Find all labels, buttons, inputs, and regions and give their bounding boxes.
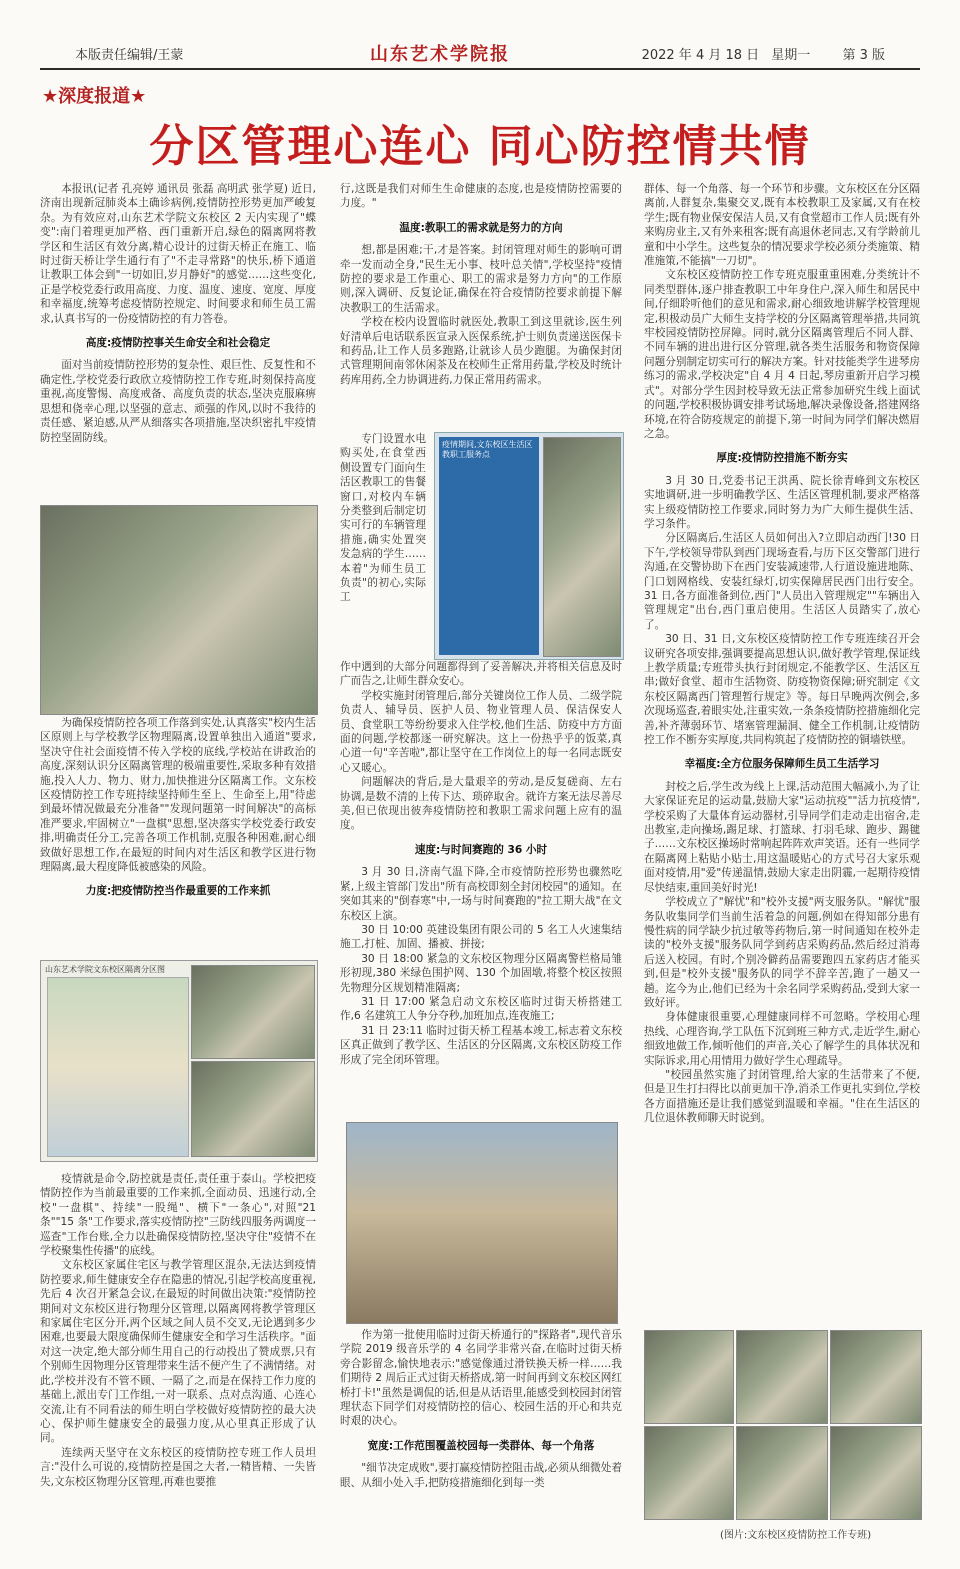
col1-bottom (40, 1172, 316, 1489)
section-tag: ★深度报道★ (42, 86, 147, 107)
campus-map (47, 977, 189, 1157)
photo-sports (644, 1330, 734, 1424)
paragraph: 学校成立了"解忧"和"校外支援"两支服务队。"解忧"服务队收集同学们当前生活着急的问题,例如在得知部分患有慢性病的同学缺少抗过敏等药物后,第一时间通知在校外走读的"校外支援"服务队同学到药店采购药品,然后经过消毒后送入校园。有时,个别冷僻药品需要跑四五家药店才能买到,但是"校外支援"服务队的同学不辞辛苦,跑了一趟又一趟。迄今为止,他们已经为十余名同学采购药品,受到大家一致好评。 (644, 896, 920, 1009)
poster-title: 疫情期间,文东校区生活区教职工服务点 (442, 440, 533, 459)
paragraph: 连续两天坚守在文东校区的疫情防控专班工作人员坦言:"没什么可说的,疫情防控是国之大者,一精皆精、一失皆失,文东校区物理分区管理,再难也要推 (40, 1446, 316, 1488)
paragraph: 作为第一批使用临时过街天桥通行的"探路者",现代音乐学院 2019 级音乐学的 4 名同学非常兴奋,在临时过街天桥旁合影留念,愉快地表示:"感觉像通过滑铁换天桥一样……我们期待 2 周后正式过街天桥搭成,第一时间再到文东校区网红桥打卡!"虽然是调侃的话,但是从话语里,能感受到校园封闭管理状态下同学们对疫情防控的信心、校园生活的开心和共克时艰的决心。 (340, 1329, 622, 1428)
paragraph: 3 月 30 日,济南气温下降,全市疫情防控形势也骤然吃紧,上级主管部门发出"所有高校即刻全封闭校园"的通知。在突如其来的"倒春寒"中,一场与时间赛跑的"拉工期大战"在文东校区上演。 (340, 866, 622, 922)
paragraph: 30 日 10:00 英建设集团有限公司的 5 名工人火速集结施工,打桩、加固、播被、拼接; (340, 923, 622, 951)
paragraph: 专门设置水电购买处,在食堂西侧设置专门面向生活区教职工的售餐窗口,对校内车辆分类整到后制定切实可行的车辆管理措施,确实处置突发急病的学生……本着"为师生员工负责"的初心,实际工 (340, 433, 426, 604)
issue-weekday: 星期一 (771, 48, 811, 63)
col2-bottom (340, 1328, 622, 1490)
map-photo-collage (40, 960, 318, 1162)
paragraph: 文东校区疫情防控工作专班克服重重困难,分类统计不同类型群体,逐户排查教职工中年身住户,深入师生和居民中间,仔细聆听他们的意见和需求,耐心细致地讲解学校管理规定,积极动员广大师生支持学校的分区隔离管理举措,共同筑牢校园疫情防控屏障。同时,就分区隔离管理后不同人群、不同车辆的进出进行区分管理,就各类生活服务和物资保障问题分别制定切实可行的解决方案。针对技能类学生进琴房练习的需求,学校决定"自 4 月 4 日起,琴房重新开启学习模式"。对部分学生因封校导致无法正常参加研究生线上面试的问题,学校积极协调安排考试场地,解决录像设备,搭建网络环境,在符合防疫规定的前提下,第一时间为同学们解决燃眉之急。 (644, 269, 920, 440)
poster-board (439, 437, 539, 655)
col1-top (40, 182, 316, 445)
col2-mid (340, 660, 622, 1067)
paragraph: 封校之后,学生改为线上上课,活动范围大幅减小,为了让大家保证充足的运动量,鼓励大家"运动抗疫""活力抗疫情",学校采购了大量体育运动器材,引导同学们走动走出宿舍,走出教室,走向操场,踢足球、打篮球、打羽毛球、跑步、踢毽子……文东校区操场时常响起阵阵欢声笑语。还有一些同学在隔离网上粘贴小贴士,用这温暖贴心的方式号召大家乐观面对疫情,用"爱"传递温情,鼓励大家走出阴霾,一起期待疫情尽快结束,重回美好时光! (644, 780, 920, 894)
subhead-xingfudu: 幸福度:全方位服务保障师生员工生活学习 (684, 758, 880, 771)
photo-caption: (图片:文东校区疫情防控工作专班) (720, 1530, 872, 1541)
photo-sports (644, 1426, 734, 1520)
issue-date: 2022 年 4 月 18 日 (641, 48, 760, 63)
paragraph: 31 日 17:00 紧急启动文东校区临时过街天桥搭建工作,6 名建筑工人争分夺秒,加班加点,连夜施工; (340, 995, 622, 1023)
col3-text (644, 182, 920, 1126)
photo-footbridge (346, 1122, 618, 1324)
paper-name: 山东艺术学院报 (370, 44, 510, 65)
map-label: 山东艺术学院文东校区隔离分区图 (45, 965, 165, 974)
masthead (40, 34, 920, 70)
poster-photo (434, 432, 624, 660)
paragraph: 面对当前疫情防控形势的复杂性、艰巨性、反复性和不确定性,学校党委行政欣立疫情防控工作专班,时刻保持高度重视,高度警惕、高度戒备、高度负责的状态,坚决克服麻痹思想和侥幸心理,以坚强的意志、顽强的作风,以时不我待的责任感、紧迫感,从严从细落实各项措施,坚决织密扎牢疫情防控坚固防线。 (40, 359, 316, 444)
paragraph: 30 日 18:00 紧急的文东校区物理分区隔离警栏格局雏形初现,380 米绿色围护网、130 个加固墩,将整个校区按照先物理分区规划精准隔离; (340, 952, 622, 994)
paragraph: 想,都是困难;干,才是答案。封闭管理对师生的影响可谓牵一发而动全身,"民生无小事、枝叶总关情",学校坚持"疫情防控的要求是工作重心、职工的需求是努力方向"的工作原则,深入调研、反复论证,确保在符合疫情防控要求前提下解决教职工的生活需求。 (340, 244, 622, 314)
photo-meeting (191, 1061, 315, 1157)
photo-sports (736, 1330, 828, 1424)
photo-staff (191, 965, 315, 1059)
paragraph: 文东校区家属住宅区与教学管理区混杂,无法达到疫情防控要求,师生健康安全存在隐患的情况,引起学校高度重视,先后 4 次召开紧急会议,在最短的时间做出决策:"疫情防控期间对文东校区进行物理分区管理,以隔离网将教学管理区和家属住宅区分开,两个区域之间人员不交叉,无论遇到多少困难,也要最大限度确保师生健康安全和学习生活秩序。"面对这一决定,绝大部分师生用自己的行动投出了赞成票,只有个别师生因物理分区管理带来生活不便产生了不满情绪。对此,学校并没有不管不顾、一隔了之,而是在保持工作力度的基础上,派出专门工作组,一对一联系、点对点沟通、心连心交流,让有不同看法的师生明白学校做好疫情防控的最大决心、保护师生健康安全的最强力度,从心里真正形成了认同。 (40, 1259, 316, 1445)
paragraph: 分区隔离后,生活区人员如何出入?立即启动西门!30 日下午,学校领导带队到西门现场查看,与历下区交警部门进行沟通,在交警协助下在西门安装减速带,人行道设施进地陈、门口划网格线、安装红绿灯,切实保障居民西门出行安全。31 日,各方面准备到位,西门"人员出入管理规定""车辆出入管理规定"出台,西门重启使用。生活区人员踏实了,放心了。 (644, 532, 920, 631)
paragraph: 为确保疫情防控各项工作落到实处,认真落实"校内生活区原则上与学校教学区物理隔离,设置单独出入通道"要求,坚决守住社会面疫情不传入学校的底线,学校站在讲政治的高度,深刻认识分区隔离管理的极端重要性,采取多种有效措施,投入人力、物力、财力,加快推进分区隔离工作。文东校区疫情防控工作专班持续坚持师生至上、生命至上,用"待虑到最坏情况做最充分准备""发现问题第一时间解决"的高标准严要求,牢固树立"一盘棋"思想,坚决落实学校党委行政安排,明确责任分工,完善各项工作机制,克服各种困难,耐心细致做好思想工作,在最短的时间内对生活区和教学区进行物理隔离,最大程度降低被感染的风险。 (40, 717, 316, 874)
paragraph: 3 月 30 日,党委书记王洪禹、院长徐青峰到文东校区实地调研,进一步明确教学区、生活区管理机制,要求严格落实上级疫情防控工作要求,同时努力为广大师生提供生活、学习条件。 (644, 474, 920, 530)
page-number: 第 3 版 (842, 48, 885, 63)
col2-top (340, 182, 622, 387)
paragraph: 作中遇到的大部分问题都得到了妥善解决,并将相关信息及时广而告之,让师生群众安心。 (340, 661, 622, 688)
subhead-kuandu: 宽度:工作范围覆盖校园每一类群体、每一个角落 (367, 1439, 595, 1452)
photo-sports (830, 1426, 922, 1520)
editor-credit: 本版责任编辑/王蒙 (75, 48, 184, 63)
subhead-lidu: 力度:把疫情防控当作最重要的工作来抓 (85, 885, 271, 898)
col1-mid (40, 716, 316, 907)
date-line (642, 44, 885, 63)
sports-photo-grid (644, 1330, 920, 1520)
subhead-sudu: 速度:与时间赛跑的 36 小时 (414, 843, 548, 856)
paragraph: 疫情就是命令,防控就是责任,责任重于泰山。学校把疫情防控作为当前最重要的工作来抓,全面动员、迅速行动,全校"一盘棋"、持续"一股绳"、横下"一条心",对照"21 条""15 条"工作要求,落实疫情防控"三防线四服务两调度一巡查"工作台账,全力以赴确保疫情防控,坚决守住"疫情不在学校聚集性传播"的底线。 (40, 1173, 316, 1258)
headline: 分区管理心连心 同心防控情共情 (149, 121, 811, 172)
paragraph: 群体、每一个角落、每一个环节和步骤。文东校区在分区隔离前,人群复杂,集聚交叉,既有本校教职工及家属,又有在校学生;既有物业保安保洁人员,又有食堂超市工作人员;既有外来购房业主,又有外来租客;既有高退休老同志,又有学龄前儿童和中小学生。这些复杂的情况要求学校必须分类施策、精准施策,不能搞"一刀切"。 (644, 183, 920, 268)
paragraph: 30 日、31 日,文东校区疫情防控工作专班连续召开会议研究各项安排,强调要提高思想认识,做好教学管理,保证线上教学质量;专班带头执行封闭规定,不能教学区、生活区互串;做好食堂、超市生活物资、防疫物资保障;研究制定《文东校区隔离西门管理暂行规定》等。每日早晚两次例会,多次现场巡查,着眼实处,注重实效,一条条疫情防控措施细化完善,补齐薄弱环节、堵塞管理漏洞、健全工作机制,让疫情防控工作不断夯实厚度,共同构筑起了疫情防控的铜墙铁壁。 (644, 633, 920, 747)
photo-volunteer (543, 437, 621, 657)
paragraph: 31 日 23:11 临时过街天桥工程基本竣工,标志着文东校区真正做到了教学区、生活区的分区隔离,文东校区防疫工作形成了完全闭环管理。 (340, 1024, 622, 1066)
paragraph: 身体健康很重要,心理健康同样不可忽略。学校用心理热线、心理咨询,学工队伍下沉到班三种方式,走近学生,耐心细致地做工作,倾听他们的声音,关心了解学生的具体状况和实际诉求,用心用情用力做好学生心理疏导。 (644, 1011, 920, 1067)
photo-sports (830, 1330, 922, 1424)
paragraph: "细节决定成败",要打赢疫情防控阻击战,必须从细微处着眼、从细小处入手,把防疫措施细化到每一类 (340, 1462, 622, 1489)
paragraph: 行,这既是我们对师生生命健康的态度,也是疫情防控需要的力度。" (340, 183, 622, 210)
subhead-wendu: 温度:教职工的需求就是努力的方向 (399, 221, 563, 234)
paragraph: 问题解决的背后,是大量艰辛的劳动,是反复磋商、左右协调,是数不清的上传下达、琐碎取舍。就许方案无法尽善尽美,但已依现出彼奔疫情防控和教职工需求问题上应有的温度。 (340, 776, 622, 832)
paragraph: 学校实施封闭管理后,部分关键岗位工作人员、二级学院负责人、辅导员、医护人员、物业管理人员、保洁保安人员、食堂职工等纷纷要求入住学校,他们生活、防疫中方方面面的问题,学校都逐一研究解决。这上一份热乎乎的饭菜,真心道一句"辛苦啦",都让坚守在工作岗位上的每一名同志既安心又暖心。 (340, 689, 622, 774)
col2-narrow (340, 432, 426, 605)
paragraph: 学校在校内设置临时就医处,教职工到这里就诊,医生列好清单后电话联系医宣录入医保系统,护士则负责递送医保卡和药品,让工作人员多跑路,让就诊人员少跑腿。为确保封闭式管理期间南邻休闲茶及在校师生正常用药量,学校及时统计药库用药,全力协调进药,力保正常用药需求。 (340, 316, 622, 386)
subhead-gaodu: 高度:疫情防控事关生命安全和社会稳定 (85, 337, 271, 350)
subhead-houdu: 厚度:疫情防控措施不断夯实 (716, 452, 848, 465)
photo-sports (736, 1426, 828, 1520)
paragraph: "校园虽然实施了封闭管理,给大家的生活带来了不便,但是卫生打扫得比以前更加干净,消杀工作更扎实到位,学校各方面措施还是让我们感觉到温暖和幸福。"住在生活区的几位退休教师聊天时说到。 (644, 1068, 920, 1125)
photo-campus-inspection (40, 505, 318, 715)
intro-paragraph: 本报讯(记者 孔亮婷 通讯员 张磊 高明武 张学夏) 近日,济南出现新冠肺炎本土确诊病例,疫情防控形势更加严峻复杂。为有效应对,山东艺术学院文东校区 2 天内实现了"蝶变":南门着理更加严格、西门重新开启,绿色的隔离网将教学区和生活区有效分离,精心设计的过街天桥正在施工、临时过街天桥让学生通行有了"不走寻常路"的快乐,桥下通道让教职工体会到"一切如旧,岁月静好"的感觉……这些变化,正是学校党委行政用高度、力度、温度、速度、宽度、厚度和幸福度,统筹考虑疫情防控规定、时间要求和师生员工需求,认真书写的一份疫情防控的有力答卷。 (40, 183, 316, 325)
